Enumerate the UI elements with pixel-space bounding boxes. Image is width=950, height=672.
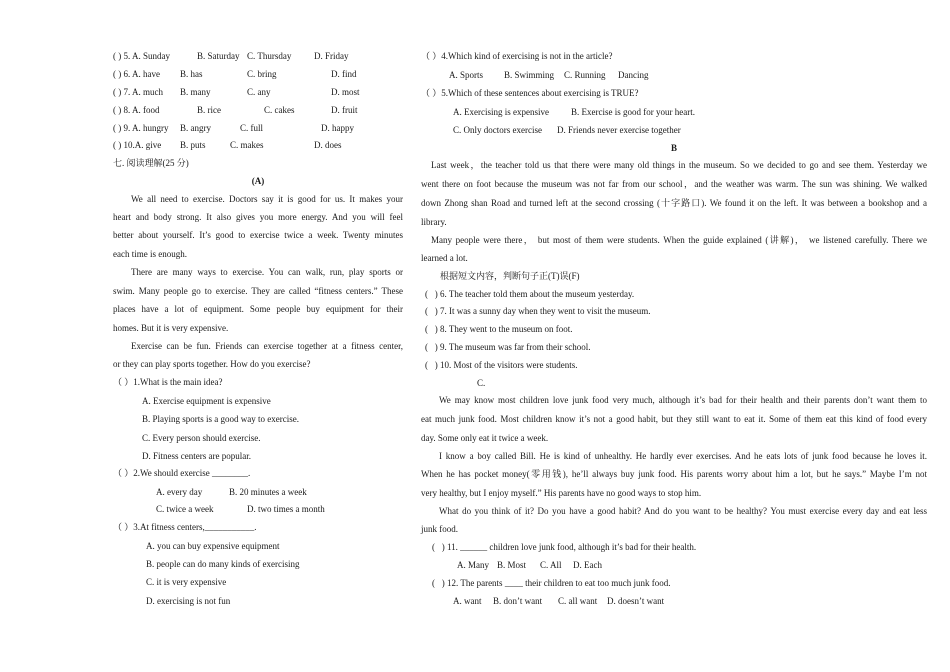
q3-option-b: B. people can do many kinds of exercising [146,559,300,569]
cloze-q10-a: ( ) 10.A. give [113,140,162,150]
q12-option-b: B. don’t want [493,596,543,606]
q4-option-b: B. Swimming [504,70,555,80]
tf-item-6: ( ) 6. The teacher told them about the museum yesterday. [425,289,635,299]
q3-option-c: C. it is very expensive [146,577,227,587]
question-1: （ ）1.What is the main idea? [113,377,223,387]
q2-option-d: D. two times a month [247,504,325,514]
cloze-q5-c: C. Thursday [247,51,292,61]
passage-c-title: C. [477,378,486,388]
passage-c-line: We may know most children love junk food very much, although it’s bad for their health and their parents don’t want them to [439,395,927,405]
q4-option-a: A. Sports [449,70,484,80]
cloze-q6-c: C. bring [247,69,277,79]
q12-option-c: C. all want [558,596,598,606]
q1-option-a: A. Exercise equipment is expensive [142,396,271,406]
q11-option-d: D. Each [573,560,602,570]
q2-option-b: B. 20 minutes a week [229,487,307,497]
q1-option-b: B. Playing sports is a good way to exercise. [142,414,299,424]
passage-a-line: We all need to exercise. Doctors say it is good for us. It makes your [131,194,403,204]
passage-a-line: or they can play sports together. How do you exercise? [113,359,311,369]
cloze-q7-c: C. any [247,87,271,97]
cloze-q8-a: ( ) 8. A. food [113,105,160,115]
passage-b-line: Last week，the teacher told us that there were many old things in the museum. So we decided to go and see them. Yesterday we [431,160,927,170]
q5-option-a: A. Exercising is expensive [453,107,549,117]
q4-option-d: Dancing [618,70,649,80]
cloze-q10-b: B. puts [180,140,206,150]
section-title: 七. 阅读理解(25 分) [113,158,189,168]
tf-item-7: ( ) 7. It was a sunny day when they went to visit the museum. [425,306,651,316]
cloze-q8-d: D. fruit [331,105,358,115]
passage-c-line: eat much junk food. Most children know it’s not a good habit, but they still want to eat it. Some of them eat this kind of food every [421,414,927,424]
passage-c-line: When he has pocket money(零用钱), he’ll always buy junk food. His parents worry about him a lot, but he says.” Maybe I’m not [421,469,927,479]
q11-option-c: C. All [540,560,562,570]
passage-a-line: heart and body strong. It also gives you more energy. And you will feel [113,212,403,222]
q3-option-a: A. you can buy expensive equipment [146,541,280,551]
q2-option-a: A. every day [156,487,203,497]
passage-b-line: down Zhong shan Road and turned left at the second crossing (十字路口). We found it on the left. It was between a bookshop and a [421,198,927,208]
q1-option-c: C. Every person should exercise. [142,433,261,443]
passage-a-line: each time is enough. [113,249,187,259]
tf-item-10: ( ) 10. Most of the visitors were students. [425,360,578,370]
passage-b-line: learned a lot. [421,253,468,263]
q11-option-b: B. Most [497,560,527,570]
passage-c-line: very healthy, but I enjoy myself.” His parents have no good ways to stop him. [421,488,702,498]
passage-a-line: swim. Many people go to exercise. They are called “fitness centers.” These [113,286,403,296]
cloze-q7-a: ( ) 7. A. much [113,87,163,97]
question-11: ( ) 11. ______ children love junk food, although it’s bad for their health. [432,542,697,552]
cloze-q7-b: B. many [180,87,211,97]
cloze-q5-a: ( ) 5. A. Sunday [113,51,170,61]
q12-option-d: D. doesn’t want [607,596,665,606]
question-3: （ ）3.At fitness centers,___________. [113,522,257,532]
cloze-q9-a: ( ) 9. A. hungry [113,123,169,133]
cloze-q6-a: ( ) 6. A. have [113,69,160,79]
cloze-q6-b: B. has [180,69,203,79]
passage-a-line: better about yourself. It’s good to exercise twice a week. Twenty minutes [113,230,403,240]
q11-option-a: A. Many [457,560,489,570]
passage-b-line: library. [421,217,447,227]
question-4: （ ）4.Which kind of exercising is not in the article? [421,51,613,61]
q5-option-c: C. Only doctors exercise [453,125,542,135]
q12-option-a: A. want [453,596,482,606]
passage-c-line: What do you think of it? Do you have a good habit? And do you want to be healthy? You must exercise every day and eat less [439,506,927,516]
passage-a-line: There are many ways to exercise. You can walk, run, play sports or [131,267,403,277]
q2-option-c: C. twice a week [156,504,214,514]
cloze-q9-d: D. happy [321,123,354,133]
cloze-q9-b: B. angry [180,123,211,133]
tf-item-8: ( ) 8. They went to the museum on foot. [425,324,573,334]
passage-a-line: homes. But it is very expensive. [113,323,229,333]
q5-option-b: B. Exercise is good for your heart. [571,107,695,117]
passage-c-line: I know a boy called Bill. He is kind of unhealthy. He hardly ever exercises. And he eats lots of junk food because he loves it. [439,451,927,461]
cloze-q7-d: D. most [331,87,360,97]
cloze-q8-b: B. rice [197,105,221,115]
passage-a-title: (A) [251,176,265,186]
passage-c-line: day. Some only eat it twice a week. [421,433,549,443]
tf-item-9: ( ) 9. The museum was far from their school. [425,342,591,352]
q1-option-d: D. Fitness centers are popular. [142,451,251,461]
cloze-q10-c: C. makes [230,140,264,150]
cloze-q5-d: D. Friday [314,51,349,61]
question-5: （ ）5.Which of these sentences about exercising is TRUE? [421,88,639,98]
cloze-q9-c: C. full [240,123,264,133]
cloze-q10-d: D. does [314,140,342,150]
q3-option-d: D. exercising is not fun [146,596,231,606]
cloze-q8-c: C. cakes [264,105,295,115]
q5-option-d: D. Friends never exercise together [557,125,681,135]
passage-b-title: B [670,143,677,153]
passage-a-line: places have a lot of equipment. Some people buy equipment for their [113,304,403,314]
passage-c-line: junk food. [421,524,458,534]
question-2: （ ）2.We should exercise ________. [113,468,251,478]
cloze-q6-d: D. find [331,69,357,79]
q4-option-c: C. Running [564,70,606,80]
passage-b-line: Many people were there， but most of them were students. When the guide explained (讲解)， we listened carefully. There we [431,235,927,245]
passage-a-line: Exercise can be fun. Friends can exercise together at a fitness center, [131,341,403,351]
question-12: ( ) 12. The parents ____ their children to eat too much junk food. [432,578,671,588]
cloze-q5-b: B. Saturday [197,51,240,61]
passage-b-line: went there on foot because the museum was not far from our school，and the weather was warm. The sun was shining. We walked [421,179,927,189]
tf-instruction: 根据短文内容，判断句子正(T)误(F) [440,271,580,281]
